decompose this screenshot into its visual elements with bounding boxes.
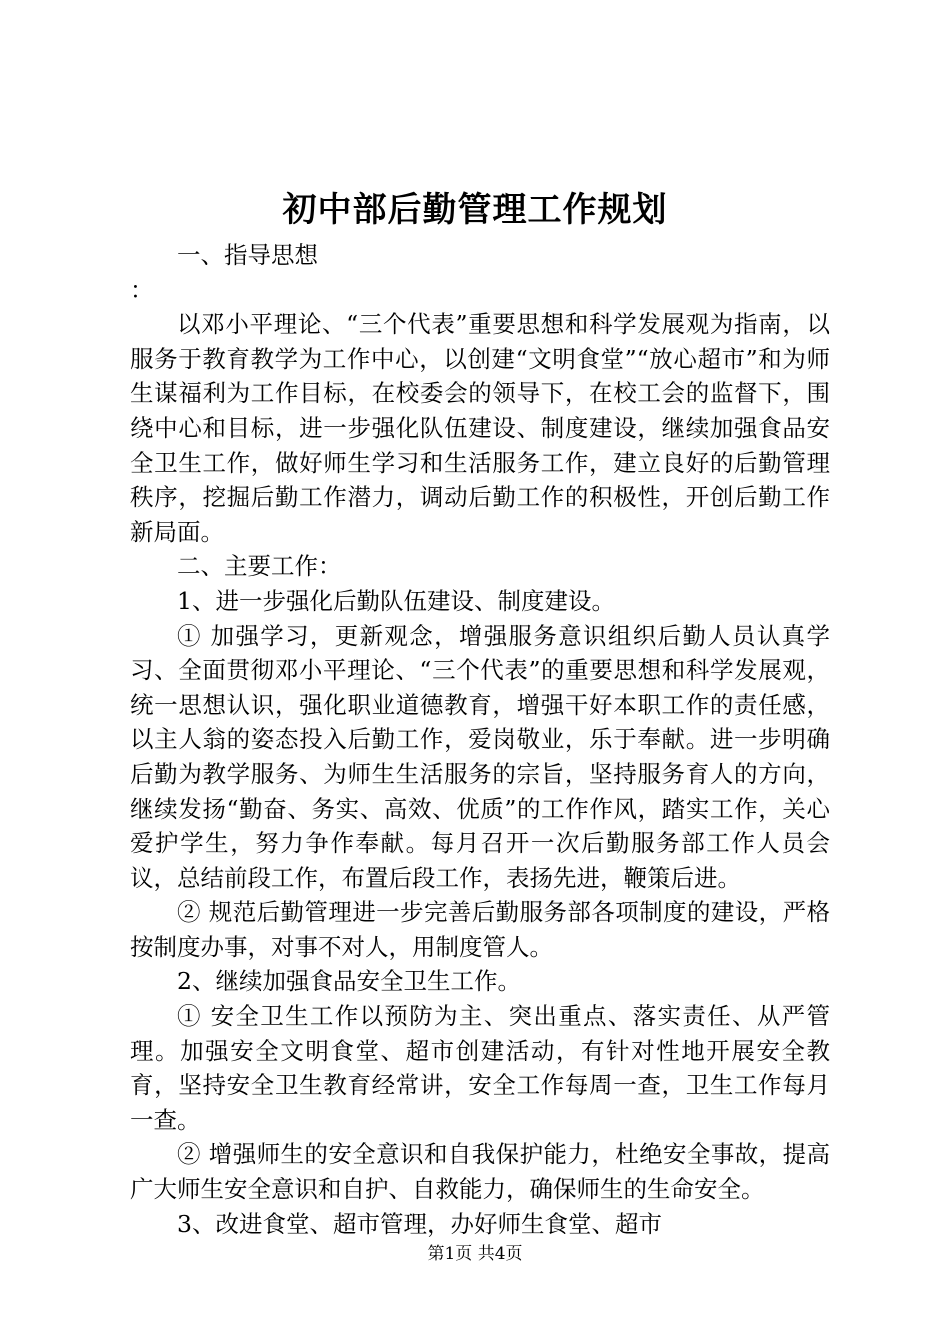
document-title: 初中部后勤管理工作规划	[282, 190, 668, 230]
document-body	[130, 238, 830, 1241]
section-heading-main-work: 二、主要工作：	[177, 552, 342, 581]
subheading-team-building: 1、进一步强化后勤队伍建设、制度建设。	[177, 586, 615, 615]
paragraph-safety-awareness: ② 增强师生的安全意识和自我保护能力，杜绝安全事故，提高广大师生安全意识和自护、自救能力，确保师生的生命安全。	[130, 1140, 830, 1204]
paragraph-safety-prevention: ① 安全卫生工作以预防为主、突出重点、落实责任、从严管理。加强安全文明食堂、超市创建活动，有针对性地开展安全教育，坚持安全卫生教育经常讲，安全工作每周一查，卫生工作每月一查。	[130, 1002, 830, 1134]
subheading-food-safety: 2、继续加强食品安全卫生工作。	[177, 967, 521, 996]
paragraph-guiding-thought: 以邓小平理论、“三个代表”重要思想和科学发展观为指南，以服务于教育教学为工作中心，以创建“文明食堂”“放心超市”和为师生谋福利为工作目标，在校委会的领导下，在校工会的监督下，围绕中心和目标，进一步强化队伍建设、制度建设，继续加强食品安全卫生工作，做好师生学习和生活服务工作，建立良好的后勤管理秩序，挖掘后勤工作潜力，调动后勤工作的积极性，开创后勤工作新局面。	[130, 310, 830, 546]
section-heading-guiding-thought: 一、指导思想	[177, 241, 318, 269]
paragraph-regulate-management: ② 规范后勤管理进一步完善后勤服务部各项制度的建设，严格按制度办事，对事不对人，用制度管人。	[130, 898, 830, 961]
subheading-canteen: 3、改进食堂、超市管理，办好师生食堂、超市	[177, 1209, 662, 1238]
page-number-footer: 第1页 共4页	[427, 1244, 523, 1264]
paragraph-study: ① 加强学习，更新观念，增强服务意识组织后勤人员认真学习、全面贯彻邓小平理论、“三个代表”的重要思想和科学发展观，统一思想认识，强化职业道德教育，增强干好本职工作的责任感，以主人翁的姿态投入后勤工作，爱岗敬业，乐于奉献。进一步明确后勤为教学服务、为师生生活服务的宗旨，坚持服务育人的方向，继续发扬“勤奋、务实、高效、优质”的工作作风，踏实工作，关心爱护学生，努力争作奉献。每月召开一次后勤服务部工作人员会议，总结前段工作，布置后段工作，表扬先进，鞭策后进。	[130, 621, 830, 892]
colon-line: ：	[130, 275, 154, 304]
